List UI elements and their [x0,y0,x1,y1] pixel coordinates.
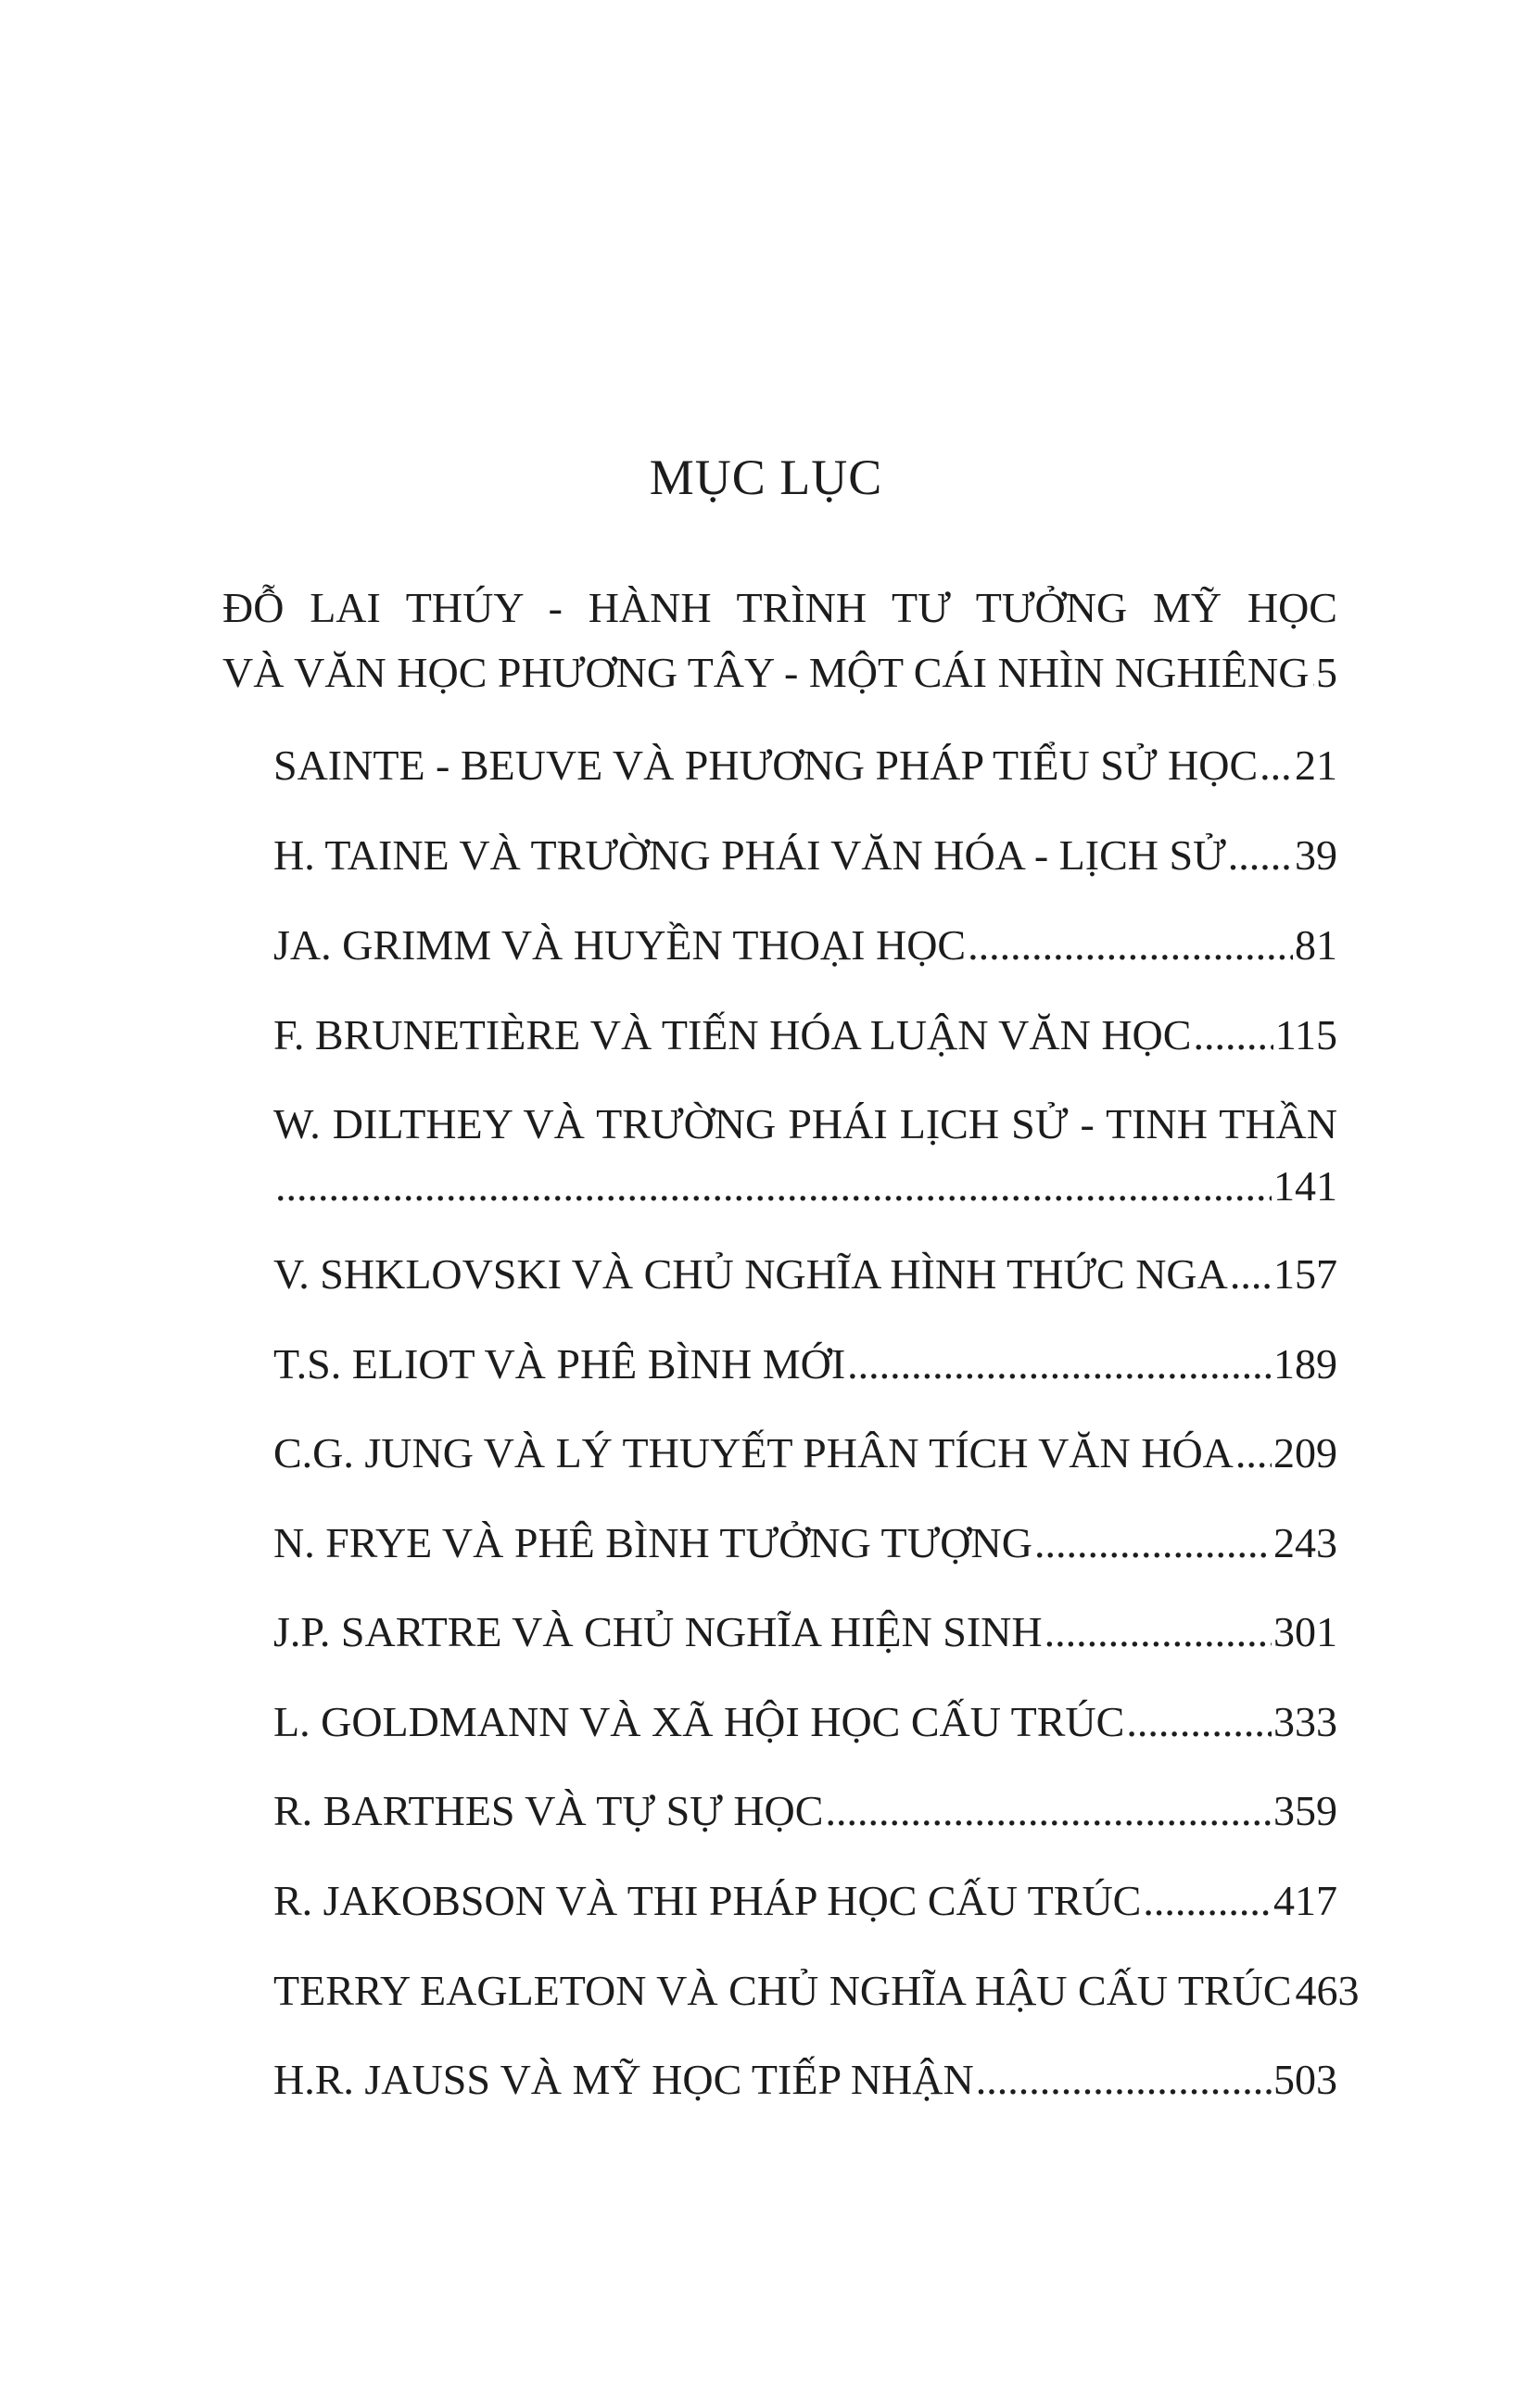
toc-entry-page: 463 [1295,1967,1360,2014]
toc-entry-page: 115 [1274,1011,1337,1058]
toc-entry[interactable] [273,2052,1337,2108]
toc-entry-page: 81 [1295,921,1337,969]
toc-entry-page: 243 [1273,1519,1337,1566]
toc-entry-multiline-page-line[interactable] [273,1159,1337,1214]
page-title: MỤC LỤC [649,450,883,505]
dot-leader [1310,645,1314,701]
toc-entry[interactable] [273,1783,1337,1839]
toc-entry[interactable] [273,1337,1337,1392]
dot-leader [847,1337,1272,1392]
toc-entry-title: H. TAINE VÀ TRƯỜNG PHÁI VĂN HÓA - LỊCH SỬ [273,831,1226,879]
toc-entry[interactable] [273,738,1337,793]
toc-entry-page: 21 [1295,741,1337,789]
dot-leader [1228,828,1293,883]
toc-entry-page: 141 [1273,1162,1337,1210]
toc-entry[interactable] [273,1873,1337,1929]
toc-entry-multiline-title[interactable]: W. DILTHEY VÀ TRƯỜNG PHÁI LỊCH SỬ - TINH THẦN [273,1100,1337,1147]
toc-entry-page: 5 [1316,649,1337,696]
toc-entry-page: 39 [1295,831,1337,879]
toc-entry-page: 189 [1273,1340,1337,1388]
dot-leader [1260,738,1293,793]
dot-leader [1193,1008,1272,1063]
toc-entry-intro-line2[interactable] [222,645,1337,701]
toc-entry[interactable] [273,1604,1337,1660]
toc-entry[interactable] [273,1963,1360,2019]
toc-entry[interactable] [273,1247,1337,1302]
dot-leader [1045,1604,1272,1660]
toc-entry-title: V. SHKLOVSKI VÀ CHỦ NGHĨA HÌNH THỨC NGA [273,1250,1228,1298]
toc-entry-intro-line1[interactable]: ĐỖ LAI THÚY - HÀNH TRÌNH TƯ TƯỞNG MỸ HỌC [222,584,1337,631]
toc-entry-title: TERRY EAGLETON VÀ CHỦ NGHĨA HẬU CẤU TRÚC [273,1967,1292,2014]
toc-entry-title: C.G. JUNG VÀ LÝ THUYẾT PHÂN TÍCH VĂN HÓA [273,1429,1234,1476]
toc-entry[interactable] [273,1008,1337,1063]
toc-entry-title: F. BRUNETIÈRE VÀ TIẾN HÓA LUẬN VĂN HỌC [273,1011,1192,1058]
toc-entry-title: J.P. SARTRE VÀ CHỦ NGHĨA HIỆN SINH [273,1608,1043,1655]
toc-entry-page: 209 [1273,1429,1337,1476]
toc-entry-title: R. BARTHES VÀ TỰ SỰ HỌC [273,1787,824,1834]
toc-entry-page: 359 [1273,1787,1337,1834]
toc-entry-page: 301 [1273,1608,1337,1655]
dot-leader [976,2052,1272,2108]
dot-leader [1230,1247,1272,1302]
dot-leader [275,1159,1272,1214]
toc-entry-title: L. GOLDMANN VÀ XÃ HỘI HỌC CẤU TRÚC [273,1698,1125,1745]
toc-entry-page: 503 [1273,2056,1337,2103]
toc-entry-title: N. FRYE VÀ PHÊ BÌNH TƯỞNG TƯỢNG [273,1519,1032,1566]
toc-entry-title: VÀ VĂN HỌC PHƯƠNG TÂY - MỘT CÁI NHÌN NGHIÊNG [222,649,1310,696]
toc-entry-page: 417 [1273,1877,1337,1924]
toc-entry[interactable] [273,1515,1337,1571]
toc-entry-title: H.R. JAUSS VÀ MỸ HỌC TIẾP NHẬN [273,2056,974,2103]
toc-entry-page: 333 [1273,1698,1337,1745]
dot-leader [1143,1873,1272,1929]
dot-leader [968,918,1293,973]
dot-leader [1235,1426,1272,1481]
dot-leader [1034,1515,1272,1571]
toc-entry[interactable] [273,828,1337,883]
toc-entry-page: 157 [1273,1250,1337,1298]
toc-entry-title: T.S. ELIOT VÀ PHÊ BÌNH MỚI [273,1340,846,1388]
dot-leader [825,1783,1272,1839]
toc-entry-title: SAINTE - BEUVE VÀ PHƯƠNG PHÁP TIỂU SỬ HỌC [273,741,1259,789]
toc-entry-title: R. JAKOBSON VÀ THI PHÁP HỌC CẤU TRÚC [273,1877,1142,1924]
toc-entry[interactable] [273,1694,1337,1750]
toc-entry[interactable] [273,918,1337,973]
toc-entry-title: JA. GRIMM VÀ HUYỀN THOẠI HỌC [273,921,967,969]
toc-entry[interactable] [273,1426,1337,1481]
dot-leader [1126,1694,1272,1750]
